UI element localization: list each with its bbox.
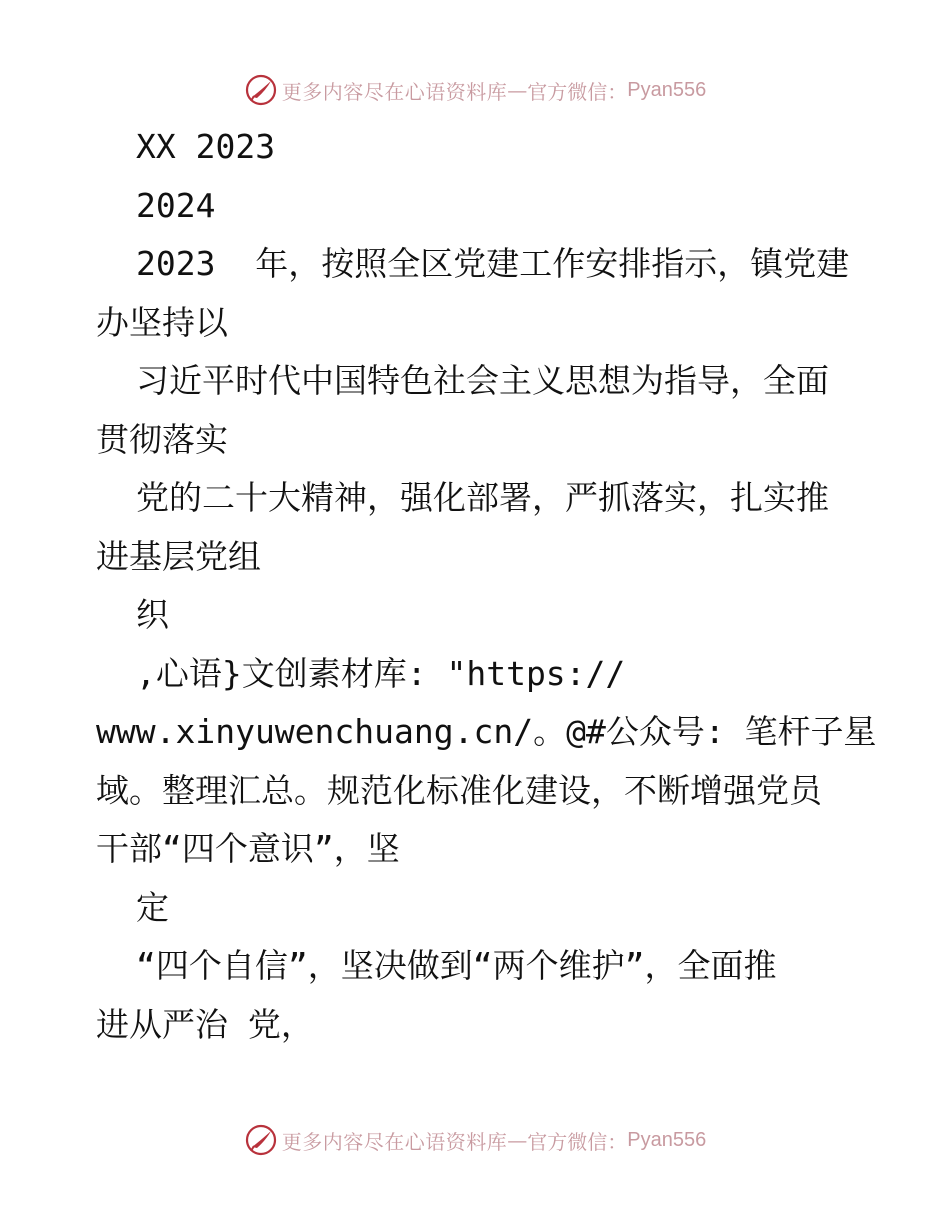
text-line: “四个自信”，坚决做到“两个维护”，全面推 bbox=[136, 946, 777, 985]
text-line: 定 bbox=[136, 887, 169, 927]
text-line: 办坚持以 bbox=[96, 302, 228, 342]
text-line: 进基层党组 bbox=[96, 536, 261, 576]
banner-wechat-label: 官方微信： bbox=[527, 79, 628, 104]
banner-wechat-id: Pyan556 bbox=[627, 1128, 707, 1151]
document-body bbox=[96, 118, 877, 1054]
text-line: 党的二十大精神，强化部署，严抓落实，扎实推 bbox=[136, 478, 829, 517]
header-banner bbox=[0, 70, 950, 110]
text-line: XX 2023 bbox=[136, 127, 276, 166]
text-line: 织 bbox=[136, 595, 169, 634]
banner-dash: — bbox=[507, 78, 528, 102]
banner-main-text: 更多内容尽在心语资料库 bbox=[281, 1129, 508, 1154]
banner-wechat-id: Pyan556 bbox=[627, 78, 707, 101]
text-line: www.xinyuwenchuang.cn/。@#公众号: 笔杆子星 bbox=[96, 712, 877, 751]
quill-logo-icon bbox=[244, 1123, 278, 1157]
text-line: 2023 年，按照全区党建工作安排指示，镇党建 bbox=[136, 244, 850, 283]
text-line: 习近平时代中国特色社会主义思想为指导，全面 bbox=[136, 361, 829, 400]
text-line: 贯彻落实 bbox=[96, 419, 228, 459]
banner-main-text: 更多内容尽在心语资料库 bbox=[281, 79, 508, 104]
text-line: 干部“四个意识”，坚 bbox=[96, 829, 400, 868]
banner-wechat-label: 官方微信： bbox=[527, 1129, 628, 1154]
quill-logo-icon bbox=[244, 73, 278, 107]
text-line: 域。整理汇总。规范化标准化建设，不断增强党员 bbox=[96, 770, 822, 810]
footer-banner bbox=[0, 1120, 950, 1160]
text-line: 2024 bbox=[136, 185, 216, 225]
text-line: 进从严治 党， bbox=[96, 1004, 314, 1044]
banner-dash: — bbox=[507, 1128, 528, 1152]
text-line: ,心语}文创素材库: "https:// bbox=[136, 653, 626, 693]
